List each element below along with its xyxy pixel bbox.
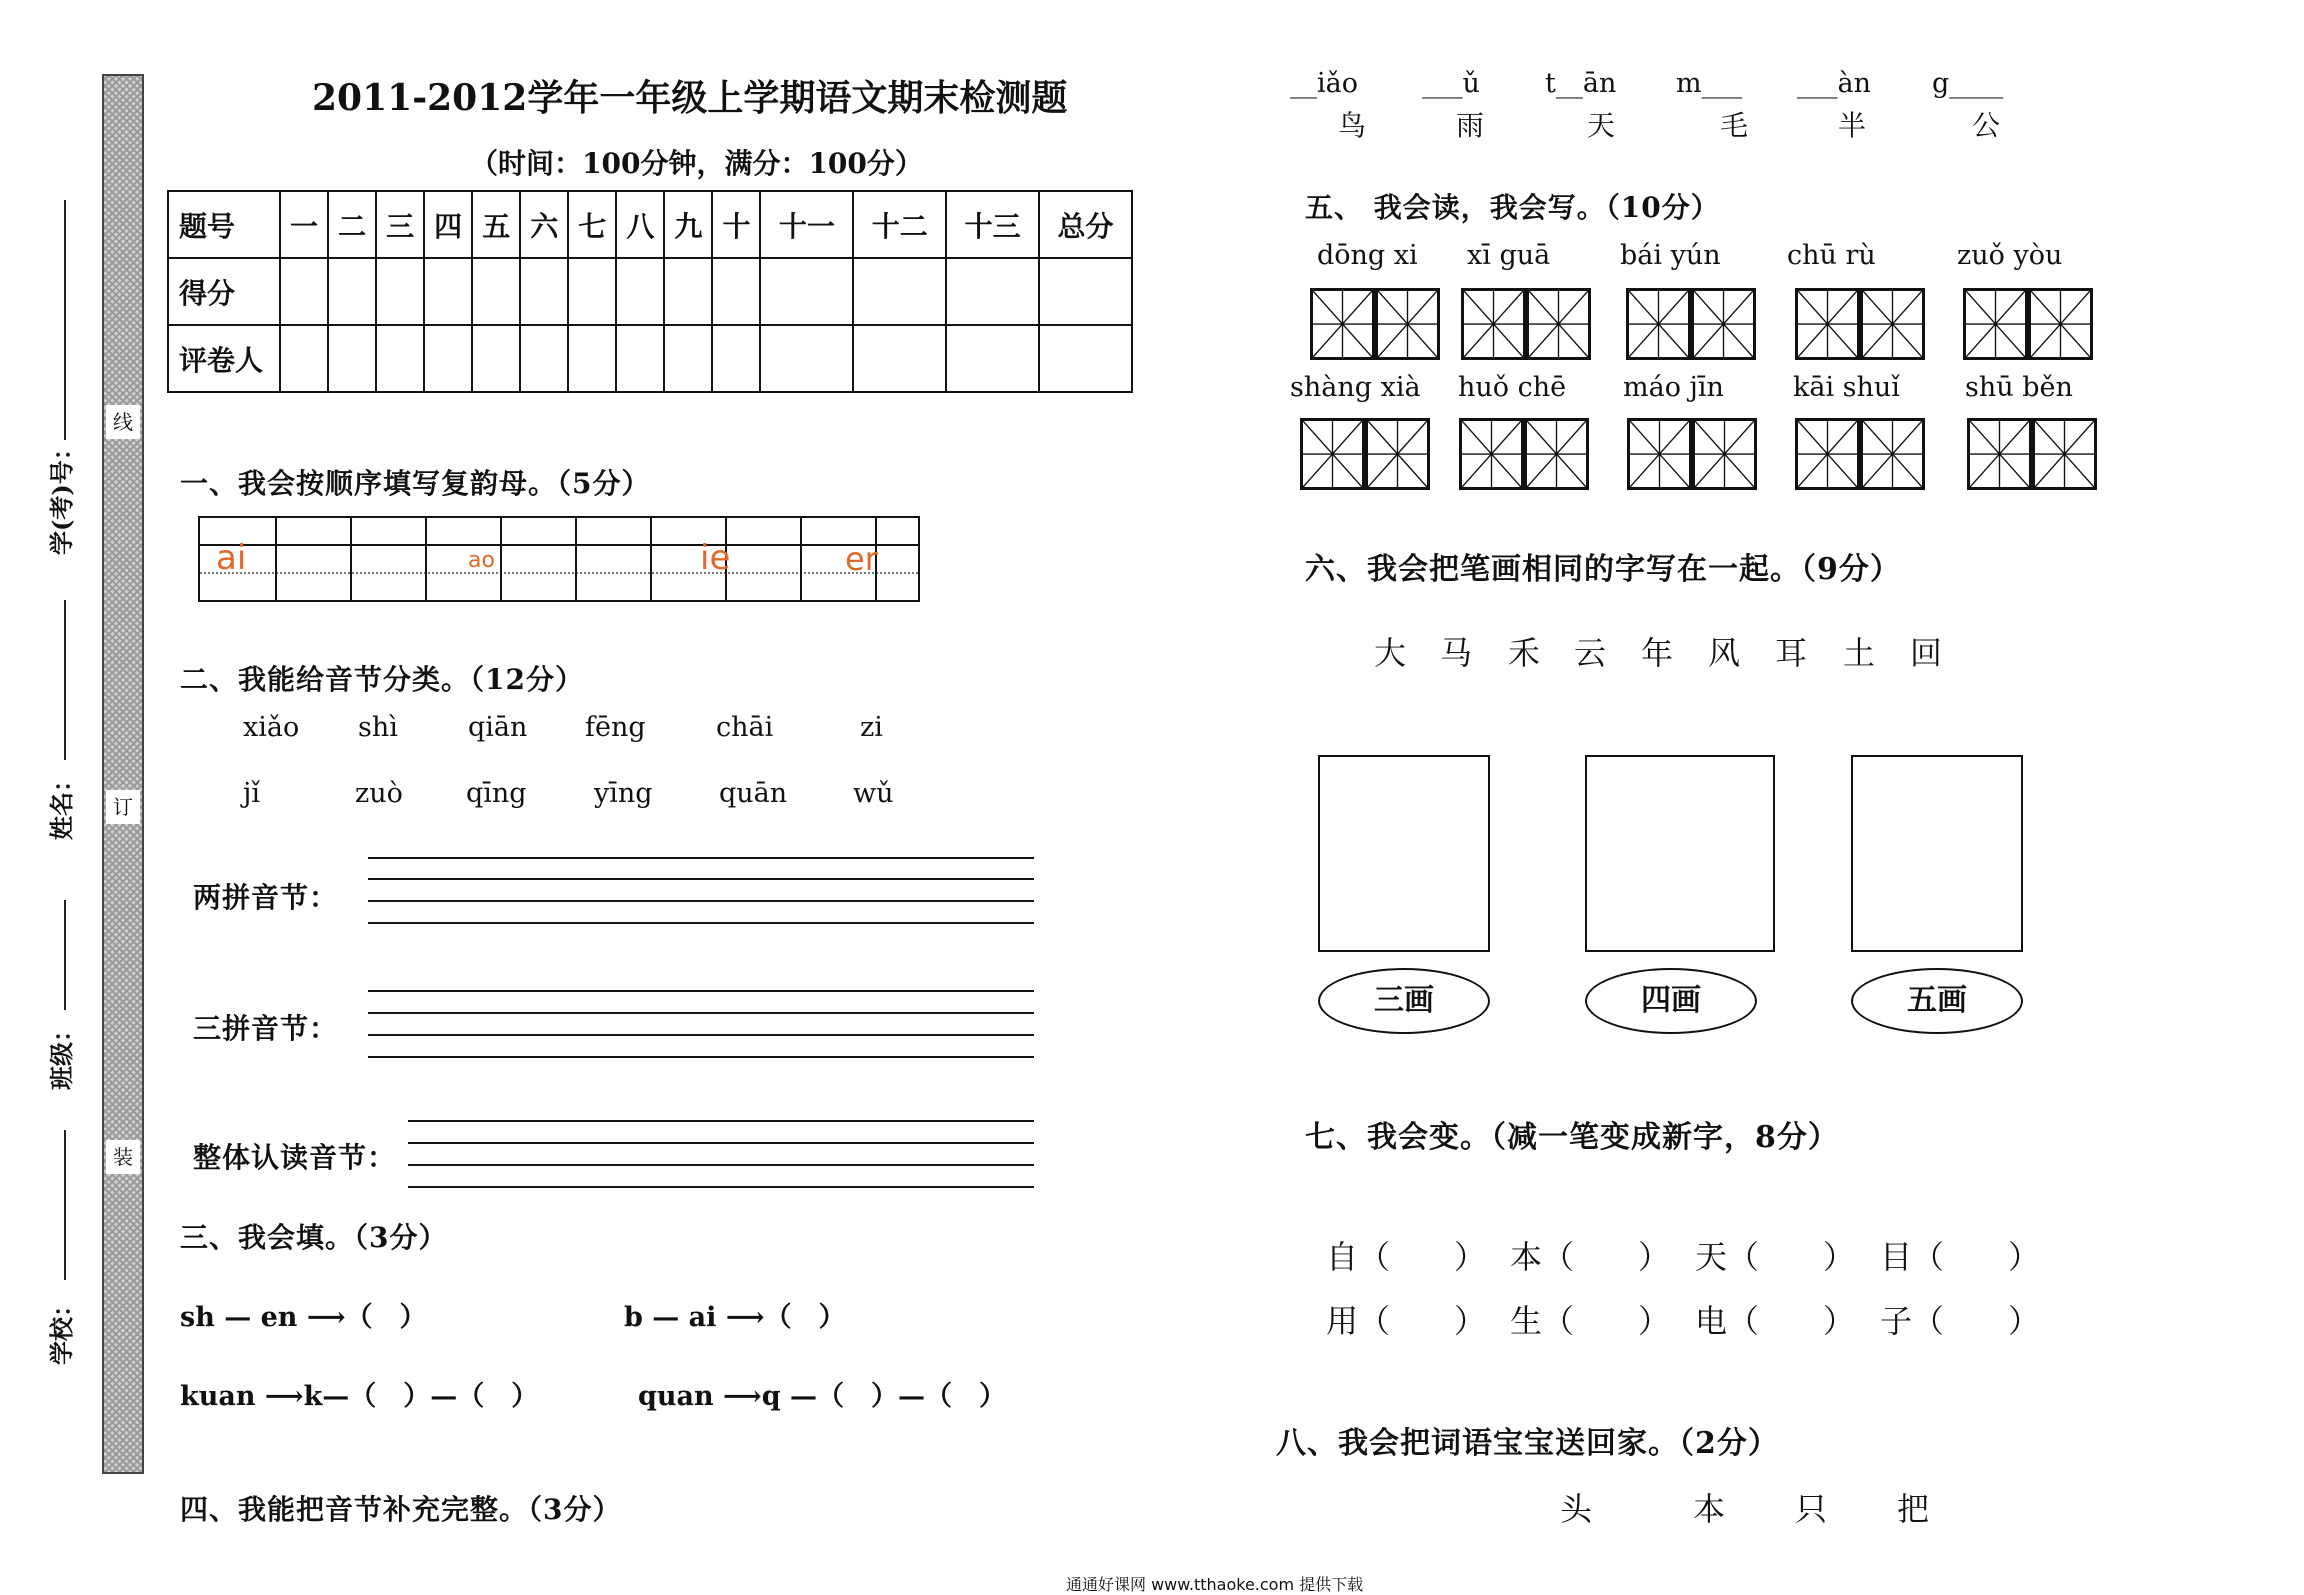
score-cell[interactable] <box>520 258 568 325</box>
filled-final-ai: ai <box>216 538 247 578</box>
word-pinyin: shū běn <box>1965 372 2073 403</box>
section-5-title: 五、 我会读，我会写。（10分） <box>1305 191 1720 224</box>
binding-mark-line: 线 <box>106 405 140 439</box>
char-transform-item[interactable]: 子（ ） <box>1880 1302 2041 1340</box>
stroke-char: 大 <box>1374 634 1407 672</box>
section-1-title: 一、我会按顺序填写复韵母。（5分） <box>180 467 651 500</box>
grid-cell-divider <box>800 518 802 600</box>
score-cell[interactable] <box>712 258 760 325</box>
table-header-cell: 九 <box>664 191 712 258</box>
grader-cell[interactable] <box>946 325 1039 392</box>
writing-box[interactable] <box>1461 288 1526 360</box>
table-header-cell: 十二 <box>853 191 946 258</box>
grid-cell-divider <box>425 518 427 600</box>
stroke-char: 云 <box>1574 634 1607 672</box>
filled-final-er: er <box>845 540 878 578</box>
pinyin-grid <box>198 516 920 602</box>
syllable: zi <box>860 712 883 743</box>
incomplete-syllable[interactable]: t__ān <box>1545 68 1617 99</box>
grader-cell[interactable] <box>1039 325 1132 392</box>
syllable-char: 雨 <box>1456 109 1485 142</box>
filled-final-ie: ie <box>700 538 731 578</box>
syllable: quān <box>719 778 788 809</box>
filled-final-ao: ao <box>468 548 495 573</box>
grader-row <box>168 325 1132 392</box>
word-pinyin: shàng xià <box>1290 372 1421 403</box>
spell-exercise-1[interactable]: sh — en ⟶（ ） <box>180 1302 427 1333</box>
grid-cell-divider <box>500 518 502 600</box>
grader-cell[interactable] <box>424 325 472 392</box>
syllable-char: 毛 <box>1720 109 1749 142</box>
answer-box-four-strokes[interactable] <box>1585 755 1775 952</box>
incomplete-syllable[interactable]: __iǎo <box>1290 68 1358 99</box>
grid-line <box>200 572 918 574</box>
writing-box[interactable] <box>1967 418 2032 490</box>
section-6-title: 六、我会把笔画相同的字写在一起。（9分） <box>1305 552 1901 587</box>
grader-cell[interactable] <box>472 325 520 392</box>
oval-three-strokes: 三画 <box>1318 968 1490 1034</box>
char-transform-item[interactable]: 用（ ） <box>1326 1302 1487 1340</box>
score-table <box>167 190 1133 393</box>
two-spell-label: 两拼音节： <box>193 881 339 914</box>
stroke-char: 风 <box>1708 634 1741 672</box>
score-cell[interactable] <box>1039 258 1132 325</box>
writing-box[interactable] <box>1524 418 1589 490</box>
class-label: 班级： <box>47 1018 76 1090</box>
writing-box[interactable] <box>1300 418 1365 490</box>
incomplete-syllable[interactable]: m___ <box>1676 68 1743 99</box>
word-pinyin: huǒ chē <box>1458 372 1567 403</box>
writing-box[interactable] <box>1691 288 1756 360</box>
syllable: chāi <box>716 712 774 743</box>
section-8-title: 八、我会把词语宝宝送回家。（2分） <box>1276 1426 1779 1461</box>
writing-box[interactable] <box>1526 288 1591 360</box>
score-cell[interactable] <box>946 258 1039 325</box>
measure-word[interactable]: 把 <box>1897 1490 1930 1528</box>
measure-word[interactable]: 头 <box>1560 1490 1593 1528</box>
grid-cell-divider <box>275 518 277 600</box>
syllable-char: 天 <box>1587 109 1616 142</box>
word-pinyin: bái yún <box>1620 240 1721 271</box>
grader-cell[interactable] <box>712 325 760 392</box>
score-cell[interactable] <box>472 258 520 325</box>
split-exercise-1[interactable]: kuan ⟶k—（ ）—（ ） <box>180 1381 539 1412</box>
school-label: 学校： <box>47 1293 76 1365</box>
grader-cell[interactable] <box>568 325 616 392</box>
measure-word[interactable]: 本 <box>1693 1490 1726 1528</box>
exam-subtitle: （时间：100分钟，满分：100分） <box>470 147 923 180</box>
answer-box-three-strokes[interactable] <box>1318 755 1490 952</box>
char-transform-item[interactable]: 天（ ） <box>1695 1238 1856 1276</box>
grader-cell[interactable] <box>280 325 328 392</box>
student-id-line <box>64 200 66 440</box>
table-header-cell: 四 <box>424 191 472 258</box>
syllable: wǔ <box>853 778 894 809</box>
table-header-cell: 题号 <box>168 191 280 258</box>
syllable: qīng <box>466 778 527 809</box>
syllable: shì <box>358 712 398 743</box>
section-3-title: 三、我会填。（3分） <box>180 1221 448 1254</box>
word-pinyin: kāi shuǐ <box>1793 372 1900 403</box>
grid-cell-divider <box>350 518 352 600</box>
writing-box[interactable] <box>2032 418 2097 490</box>
binding-strip <box>102 74 144 1474</box>
student-id-label: 学(考)号： <box>47 436 76 555</box>
name-label: 姓名： <box>47 768 76 840</box>
table-header-cell: 一 <box>280 191 328 258</box>
grader-cell[interactable] <box>616 325 664 392</box>
syllable: fēng <box>585 712 646 743</box>
char-transform-item[interactable]: 生（ ） <box>1510 1302 1671 1340</box>
writing-box[interactable] <box>1626 288 1691 360</box>
word-pinyin: dōng xi <box>1317 240 1418 271</box>
stroke-char: 马 <box>1440 634 1473 672</box>
spell-exercise-2[interactable]: b — ai ⟶（ ） <box>624 1302 846 1333</box>
char-transform-item[interactable]: 目（ ） <box>1880 1238 2041 1276</box>
syllable-char: 鸟 <box>1338 109 1367 142</box>
table-header-cell: 八 <box>616 191 664 258</box>
score-cell[interactable] <box>853 258 946 325</box>
score-cell[interactable] <box>760 258 853 325</box>
syllable: zuò <box>355 778 403 809</box>
grader-cell[interactable] <box>664 325 712 392</box>
score-cell[interactable] <box>376 258 424 325</box>
table-header-cell: 十三 <box>946 191 1039 258</box>
section-2-title: 二、我能给音节分类。（12分） <box>180 663 584 696</box>
syllable: xiǎo <box>243 712 300 743</box>
writing-box[interactable] <box>1963 288 2028 360</box>
word-pinyin: máo jīn <box>1623 372 1724 403</box>
char-transform-item[interactable]: 本（ ） <box>1510 1238 1671 1276</box>
table-header-cell: 总分 <box>1039 191 1132 258</box>
writing-box[interactable] <box>1627 418 1692 490</box>
grid-line <box>200 544 918 546</box>
incomplete-syllable[interactable]: ___ǔ <box>1422 68 1480 99</box>
score-cell[interactable] <box>328 258 376 325</box>
syllable: qiān <box>468 712 528 743</box>
grader-cell[interactable] <box>376 325 424 392</box>
score-cell[interactable] <box>424 258 472 325</box>
exam-title: 2011-2012学年一年级上学期语文期末检测题 <box>312 77 1068 119</box>
writing-box[interactable] <box>1860 288 1925 360</box>
syllable: yīng <box>594 778 653 809</box>
three-spell-label: 三拼音节： <box>193 1012 339 1045</box>
grid-cell-divider <box>575 518 577 600</box>
score-cell[interactable] <box>568 258 616 325</box>
syllable-char: 公 <box>1972 109 2001 142</box>
writing-box[interactable] <box>1795 288 1860 360</box>
binding-mark-bind: 装 <box>106 1140 140 1174</box>
answer-box-five-strokes[interactable] <box>1851 755 2023 952</box>
stroke-char: 土 <box>1843 634 1876 672</box>
table-header-cell: 三 <box>376 191 424 258</box>
score-row-label: 得分 <box>168 258 280 325</box>
table-header-cell: 六 <box>520 191 568 258</box>
binding-mark-order: 订 <box>106 790 140 824</box>
section-4-title: 四、我能把音节补充完整。（3分） <box>180 1493 622 1526</box>
char-transform-item[interactable]: 自（ ） <box>1326 1238 1487 1276</box>
word-pinyin: chū rù <box>1787 240 1876 271</box>
score-row <box>168 258 1132 325</box>
grader-row-label: 评卷人 <box>168 325 280 392</box>
grader-cell[interactable] <box>328 325 376 392</box>
oval-four-strokes: 四画 <box>1585 968 1757 1034</box>
grader-cell[interactable] <box>760 325 853 392</box>
table-header-cell: 二 <box>328 191 376 258</box>
writing-box[interactable] <box>1459 418 1524 490</box>
writing-box[interactable] <box>1365 418 1430 490</box>
name-line-upper <box>64 600 66 760</box>
split-exercise-2[interactable]: quan ⟶q —（ ）—（ ） <box>638 1381 1007 1412</box>
school-line-upper <box>64 1130 66 1280</box>
table-header-cell: 七 <box>568 191 616 258</box>
whole-read-label: 整体认读音节： <box>193 1141 397 1174</box>
char-transform-item[interactable]: 电（ ） <box>1695 1302 1856 1340</box>
stroke-char: 耳 <box>1775 634 1808 672</box>
footer-credit: 通通好课网 www.tthaoke.com 提供下载 <box>1066 1575 1364 1594</box>
table-header-cell: 五 <box>472 191 520 258</box>
incomplete-syllable[interactable]: ___àn <box>1797 68 1871 99</box>
writing-box[interactable] <box>1692 418 1757 490</box>
table-header-cell: 十 <box>712 191 760 258</box>
oval-five-strokes: 五画 <box>1851 968 2023 1034</box>
grid-cell-divider <box>650 518 652 600</box>
syllable-char: 半 <box>1838 109 1867 142</box>
grader-cell[interactable] <box>853 325 946 392</box>
table-header-cell: 十一 <box>760 191 853 258</box>
score-cell[interactable] <box>664 258 712 325</box>
stroke-char: 年 <box>1641 634 1674 672</box>
class-line-upper <box>64 900 66 1010</box>
measure-word[interactable]: 只 <box>1795 1490 1828 1528</box>
writing-box[interactable] <box>1860 418 1925 490</box>
score-cell[interactable] <box>616 258 664 325</box>
word-pinyin: zuǒ yòu <box>1957 240 2063 271</box>
writing-box[interactable] <box>1375 288 1440 360</box>
writing-box[interactable] <box>2028 288 2093 360</box>
grader-cell[interactable] <box>520 325 568 392</box>
stroke-char: 回 <box>1910 634 1943 672</box>
section-7-title: 七、我会变。（减一笔变成新字，8分） <box>1305 1120 1839 1155</box>
word-pinyin: xī guā <box>1467 240 1551 271</box>
writing-box[interactable] <box>1795 418 1860 490</box>
stroke-char: 禾 <box>1508 634 1541 672</box>
syllable: jǐ <box>243 778 261 809</box>
score-table-header-row <box>168 191 1132 258</box>
score-cell[interactable] <box>280 258 328 325</box>
writing-box[interactable] <box>1310 288 1375 360</box>
incomplete-syllable[interactable]: g____ <box>1932 68 2004 99</box>
